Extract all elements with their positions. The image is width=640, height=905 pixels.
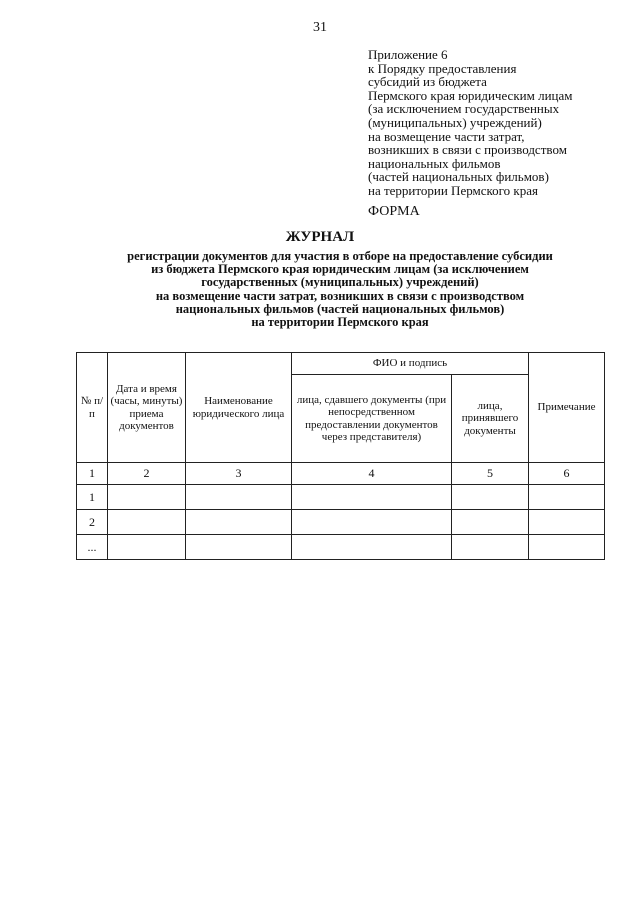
- form-label: ФОРМА: [368, 204, 420, 219]
- table-cell: [108, 535, 186, 560]
- appendix-line: (муниципальных) учреждений): [368, 114, 542, 130]
- table-cell: 1: [77, 485, 108, 510]
- appendix-line: (частей национальных фильмов): [368, 169, 549, 185]
- appendix-block: [368, 48, 618, 198]
- header-row-number: № п/п: [77, 353, 108, 463]
- table-row: [77, 485, 605, 510]
- header-note: Примечание: [529, 353, 605, 463]
- appendix-line: Пермского края юридическим лицам: [368, 87, 573, 103]
- page-number: 31: [313, 20, 327, 35]
- table-row: [77, 535, 605, 560]
- table-row: [77, 510, 605, 535]
- column-number: 5: [452, 463, 529, 485]
- column-number: 1: [77, 463, 108, 485]
- table-cell: 2: [77, 510, 108, 535]
- registration-table: [76, 352, 605, 560]
- table-cell: ...: [77, 535, 108, 560]
- journal-subtitle-line: на возмещение части затрат, возникших в связи с производством: [155, 288, 525, 303]
- column-number: 2: [108, 463, 186, 485]
- appendix-line: к Порядку предоставления: [368, 60, 517, 76]
- appendix-line: национальных фильмов: [368, 155, 501, 171]
- column-number: 4: [292, 463, 452, 485]
- header-submitter: лица, сдавшего документы (при непосредственном предоставлении документов через представителя): [292, 375, 452, 463]
- table-cell: [186, 485, 292, 510]
- table-cell: [108, 510, 186, 535]
- journal-title: ЖУРНАЛ: [285, 229, 355, 245]
- journal-subtitle-line: из бюджета Пермского края юридическим лицам (за исключением: [151, 262, 529, 277]
- column-number-row: [77, 463, 605, 485]
- table-cell: [452, 485, 529, 510]
- journal-subtitle-line: национальных фильмов (частей национальных фильмов): [175, 301, 505, 316]
- table-cell: [292, 485, 452, 510]
- table-cell: [292, 510, 452, 535]
- journal-subtitle: [60, 250, 620, 329]
- table-cell: [452, 535, 529, 560]
- appendix-line: субсидий из бюджета: [368, 74, 487, 90]
- table-cell: [108, 485, 186, 510]
- appendix-line: возникших в связи с производством: [368, 142, 567, 158]
- header-legal-entity: Наименование юридического лица: [186, 353, 292, 463]
- header-name-signature: ФИО и подпись: [292, 353, 529, 375]
- table-cell: [529, 510, 605, 535]
- table-cell: [186, 535, 292, 560]
- table-cell: [529, 535, 605, 560]
- journal-subtitle-line: на территории Пермского края: [251, 315, 429, 330]
- table-cell: [186, 510, 292, 535]
- table-cell: [529, 485, 605, 510]
- column-number: 3: [186, 463, 292, 485]
- header-receiver: лица, принявшего документы: [452, 375, 529, 463]
- table-cell: [292, 535, 452, 560]
- column-number: 6: [529, 463, 605, 485]
- appendix-line: на территории Пермского края: [368, 182, 538, 198]
- appendix-line: на возмещение части затрат,: [368, 128, 525, 144]
- appendix-line: (за исключением государственных: [368, 101, 560, 117]
- table-cell: [452, 510, 529, 535]
- appendix-line: Приложение 6: [368, 47, 448, 62]
- header-date-time: Дата и время (часы, минуты) приема документов: [108, 353, 186, 463]
- journal-subtitle-line: регистрации документов для участия в отборе на предоставление субсидии: [127, 249, 553, 263]
- journal-subtitle-line: государственных (муниципальных) учреждений): [201, 275, 479, 290]
